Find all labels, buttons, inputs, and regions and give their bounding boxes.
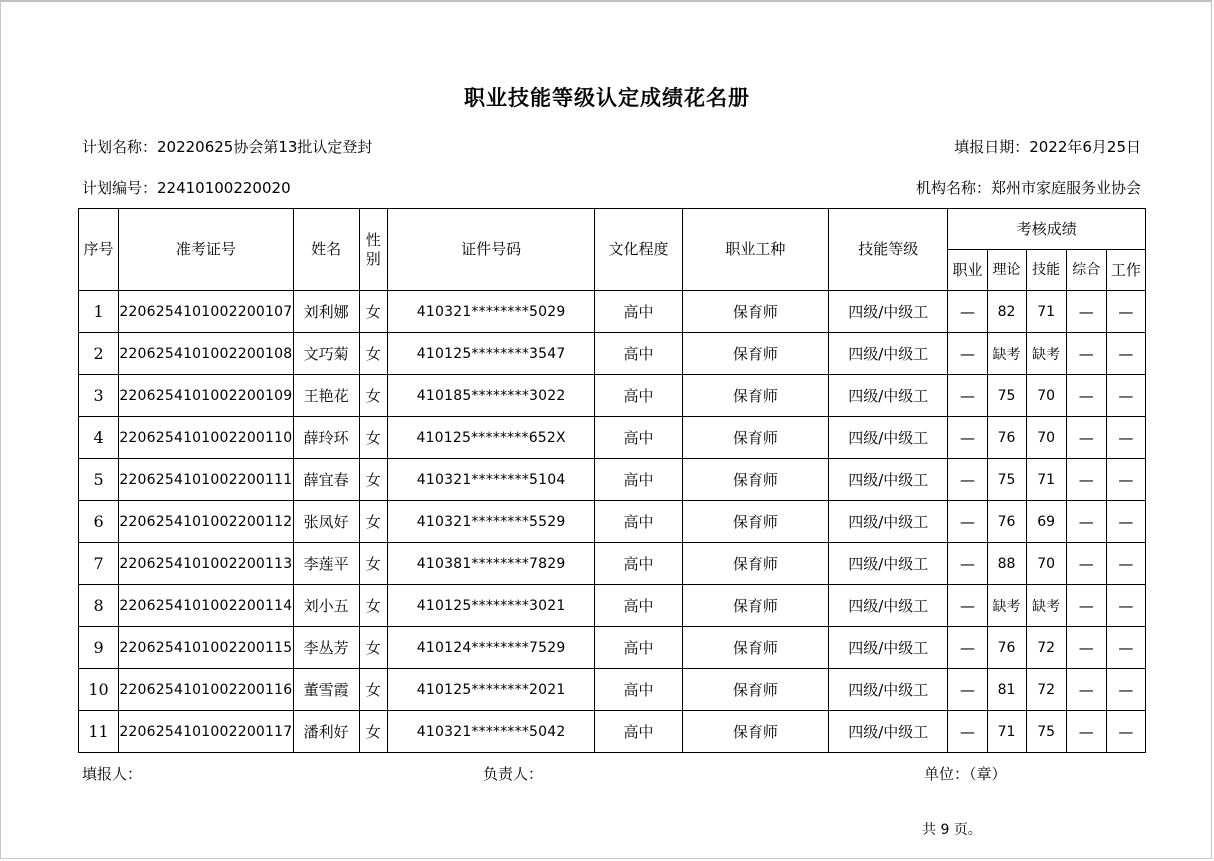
- cell-seq: 3: [79, 375, 119, 417]
- cell-level: 四级/中级工: [829, 501, 948, 543]
- cell-level: 四级/中级工: [829, 627, 948, 669]
- plan-number: 计划编号：22410100220020: [82, 179, 291, 197]
- cell-score-composite: —: [1066, 585, 1106, 627]
- cell-score-work: —: [1106, 543, 1145, 585]
- table-row: [79, 501, 1146, 543]
- cell-gender: 女: [359, 543, 387, 585]
- cell-education: 高中: [595, 711, 682, 753]
- cell-exam-no: 2206254101002200108: [119, 333, 293, 375]
- cell-name: 文巧菊: [293, 333, 359, 375]
- cell-education: 高中: [595, 333, 682, 375]
- cell-id-no: 410321********5104: [387, 459, 595, 501]
- cell-score-vocational: —: [948, 501, 987, 543]
- cell-occupation: 保育师: [682, 417, 828, 459]
- cell-score-composite: —: [1066, 291, 1106, 333]
- cell-score-work: —: [1106, 333, 1145, 375]
- cell-score-vocational: —: [948, 375, 987, 417]
- cell-name: 董雪霞: [293, 669, 359, 711]
- cell-id-no: 410185********3022: [387, 375, 595, 417]
- cell-score-vocational: —: [948, 585, 987, 627]
- cell-education: 高中: [595, 501, 682, 543]
- table-row: [79, 627, 1146, 669]
- cell-score-vocational: —: [948, 417, 987, 459]
- cell-score-vocational: —: [948, 711, 987, 753]
- report-date: 填报日期：2022年6月25日: [954, 138, 1141, 156]
- table-row: [79, 669, 1146, 711]
- cell-id-no: 410124********7529: [387, 627, 595, 669]
- cell-score-theory: 76: [987, 501, 1026, 543]
- document-title: 职业技能等级认定成绩花名册: [464, 86, 750, 110]
- cell-exam-no: 2206254101002200107: [119, 291, 293, 333]
- header-score-composite: 综合: [1066, 250, 1106, 291]
- cell-id-no: 410381********7829: [387, 543, 595, 585]
- table-row: [79, 711, 1146, 753]
- cell-score-work: —: [1106, 459, 1145, 501]
- cell-level: 四级/中级工: [829, 669, 948, 711]
- header-id-no: 证件号码: [387, 209, 595, 291]
- organization-name: 机构名称：郑州市家庭服务业协会: [915, 179, 1141, 197]
- table-row: [79, 459, 1146, 501]
- cell-score-theory: 缺考: [987, 333, 1026, 375]
- table-row: [79, 333, 1146, 375]
- cell-score-composite: —: [1066, 417, 1106, 459]
- header-exam-no: 准考证号: [119, 209, 293, 291]
- cell-seq: 4: [79, 417, 119, 459]
- plan-name: 计划名称：20220625协会第13批认定登封: [82, 138, 373, 156]
- cell-score-vocational: —: [948, 669, 987, 711]
- page-count: 共 9 页。: [922, 822, 982, 838]
- cell-gender: 女: [359, 459, 387, 501]
- cell-score-theory: 81: [987, 669, 1026, 711]
- cell-gender: 女: [359, 627, 387, 669]
- cell-score-theory: 75: [987, 375, 1026, 417]
- cell-gender: 女: [359, 669, 387, 711]
- cell-score-composite: —: [1066, 501, 1106, 543]
- cell-education: 高中: [595, 375, 682, 417]
- cell-score-work: —: [1106, 669, 1145, 711]
- cell-score-skill: 71: [1026, 459, 1066, 501]
- cell-score-vocational: —: [948, 627, 987, 669]
- header-score-theory: 理论: [987, 250, 1026, 291]
- cell-gender: 女: [359, 375, 387, 417]
- cell-name: 刘利娜: [293, 291, 359, 333]
- cell-score-skill: 缺考: [1026, 585, 1066, 627]
- cell-score-theory: 75: [987, 459, 1026, 501]
- cell-id-no: 410125********3021: [387, 585, 595, 627]
- cell-level: 四级/中级工: [829, 459, 948, 501]
- cell-occupation: 保育师: [682, 627, 828, 669]
- cell-level: 四级/中级工: [829, 543, 948, 585]
- roster-body: [79, 291, 1146, 753]
- cell-score-work: —: [1106, 585, 1145, 627]
- cell-exam-no: 2206254101002200116: [119, 669, 293, 711]
- cell-gender: 女: [359, 333, 387, 375]
- cell-name: 王艳花: [293, 375, 359, 417]
- cell-score-skill: 缺考: [1026, 333, 1066, 375]
- cell-exam-no: 2206254101002200117: [119, 711, 293, 753]
- cell-name: 潘利好: [293, 711, 359, 753]
- cell-name: 张凤好: [293, 501, 359, 543]
- cell-occupation: 保育师: [682, 543, 828, 585]
- cell-education: 高中: [595, 627, 682, 669]
- header-name: 姓名: [293, 209, 359, 291]
- table-row: [79, 375, 1146, 417]
- cell-exam-no: 2206254101002200115: [119, 627, 293, 669]
- cell-score-skill: 72: [1026, 627, 1066, 669]
- cell-score-vocational: —: [948, 333, 987, 375]
- cell-score-skill: 70: [1026, 375, 1066, 417]
- cell-education: 高中: [595, 543, 682, 585]
- cell-score-work: —: [1106, 375, 1145, 417]
- cell-level: 四级/中级工: [829, 417, 948, 459]
- cell-seq: 1: [79, 291, 119, 333]
- cell-exam-no: 2206254101002200109: [119, 375, 293, 417]
- cell-score-work: —: [1106, 711, 1145, 753]
- table-row: [79, 543, 1146, 585]
- cell-occupation: 保育师: [682, 375, 828, 417]
- cell-name: 刘小五: [293, 585, 359, 627]
- header-row: [79, 209, 1146, 250]
- header-level: 技能等级: [829, 209, 948, 291]
- cell-id-no: 410321********5042: [387, 711, 595, 753]
- cell-gender: 女: [359, 417, 387, 459]
- cell-score-work: —: [1106, 501, 1145, 543]
- cell-score-composite: —: [1066, 333, 1106, 375]
- cell-education: 高中: [595, 417, 682, 459]
- cell-score-theory: 71: [987, 711, 1026, 753]
- cell-exam-no: 2206254101002200110: [119, 417, 293, 459]
- cell-score-composite: —: [1066, 627, 1106, 669]
- cell-seq: 8: [79, 585, 119, 627]
- cell-score-vocational: —: [948, 291, 987, 333]
- cell-score-skill: 70: [1026, 543, 1066, 585]
- header-seq: 序号: [79, 209, 119, 291]
- cell-exam-no: 2206254101002200112: [119, 501, 293, 543]
- cell-level: 四级/中级工: [829, 585, 948, 627]
- cell-exam-no: 2206254101002200113: [119, 543, 293, 585]
- cell-occupation: 保育师: [682, 669, 828, 711]
- cell-name: 薛玲环: [293, 417, 359, 459]
- cell-score-composite: —: [1066, 375, 1106, 417]
- table-row: [79, 291, 1146, 333]
- cell-gender: 女: [359, 501, 387, 543]
- header-occupation: 职业工种: [682, 209, 828, 291]
- cell-level: 四级/中级工: [829, 333, 948, 375]
- score-roster-table: [78, 208, 1146, 753]
- cell-score-theory: 88: [987, 543, 1026, 585]
- cell-score-theory: 76: [987, 417, 1026, 459]
- cell-score-skill: 69: [1026, 501, 1066, 543]
- table-row: [79, 417, 1146, 459]
- cell-seq: 10: [79, 669, 119, 711]
- cell-education: 高中: [595, 669, 682, 711]
- cell-gender: 女: [359, 711, 387, 753]
- cell-gender: 女: [359, 585, 387, 627]
- unit-seal-label: 单位：（章）: [924, 765, 1007, 783]
- cell-id-no: 410321********5529: [387, 501, 595, 543]
- cell-seq: 2: [79, 333, 119, 375]
- cell-seq: 5: [79, 459, 119, 501]
- cell-score-composite: —: [1066, 669, 1106, 711]
- cell-seq: 6: [79, 501, 119, 543]
- cell-id-no: 410125********3547: [387, 333, 595, 375]
- cell-occupation: 保育师: [682, 585, 828, 627]
- cell-occupation: 保育师: [682, 459, 828, 501]
- cell-seq: 7: [79, 543, 119, 585]
- cell-id-no: 410321********5029: [387, 291, 595, 333]
- cell-exam-no: 2206254101002200114: [119, 585, 293, 627]
- cell-score-vocational: —: [948, 543, 987, 585]
- cell-score-vocational: —: [948, 459, 987, 501]
- cell-score-work: —: [1106, 417, 1145, 459]
- cell-score-theory: 76: [987, 627, 1026, 669]
- cell-score-composite: —: [1066, 543, 1106, 585]
- header-score-work: 工作: [1106, 250, 1145, 291]
- cell-name: 李丛芳: [293, 627, 359, 669]
- cell-name: 李莲平: [293, 543, 359, 585]
- cell-id-no: 410125********2021: [387, 669, 595, 711]
- cell-gender: 女: [359, 291, 387, 333]
- header-score-skill: 技能: [1026, 250, 1066, 291]
- cell-seq: 11: [79, 711, 119, 753]
- cell-education: 高中: [595, 459, 682, 501]
- cell-score-work: —: [1106, 291, 1145, 333]
- cell-occupation: 保育师: [682, 711, 828, 753]
- cell-level: 四级/中级工: [829, 291, 948, 333]
- cell-exam-no: 2206254101002200111: [119, 459, 293, 501]
- cell-score-skill: 75: [1026, 711, 1066, 753]
- cell-score-work: —: [1106, 627, 1145, 669]
- cell-score-theory: 缺考: [987, 585, 1026, 627]
- header-score-vocational: 职业: [948, 250, 987, 291]
- header-education: 文化程度: [595, 209, 682, 291]
- table-row: [79, 585, 1146, 627]
- cell-occupation: 保育师: [682, 333, 828, 375]
- cell-score-skill: 70: [1026, 417, 1066, 459]
- cell-id-no: 410125********652X: [387, 417, 595, 459]
- cell-level: 四级/中级工: [829, 375, 948, 417]
- cell-score-skill: 72: [1026, 669, 1066, 711]
- cell-occupation: 保育师: [682, 291, 828, 333]
- cell-education: 高中: [595, 291, 682, 333]
- cell-score-skill: 71: [1026, 291, 1066, 333]
- header-gender: 性别: [359, 209, 387, 291]
- cell-score-theory: 82: [987, 291, 1026, 333]
- cell-education: 高中: [595, 585, 682, 627]
- header-scores: 考核成绩: [948, 209, 1146, 250]
- cell-level: 四级/中级工: [829, 711, 948, 753]
- cell-score-composite: —: [1066, 459, 1106, 501]
- cell-score-composite: —: [1066, 711, 1106, 753]
- cell-occupation: 保育师: [682, 501, 828, 543]
- filler-label: 填报人：: [82, 765, 143, 783]
- cell-name: 薛宜春: [293, 459, 359, 501]
- responsible-label: 负责人：: [483, 765, 544, 783]
- cell-seq: 9: [79, 627, 119, 669]
